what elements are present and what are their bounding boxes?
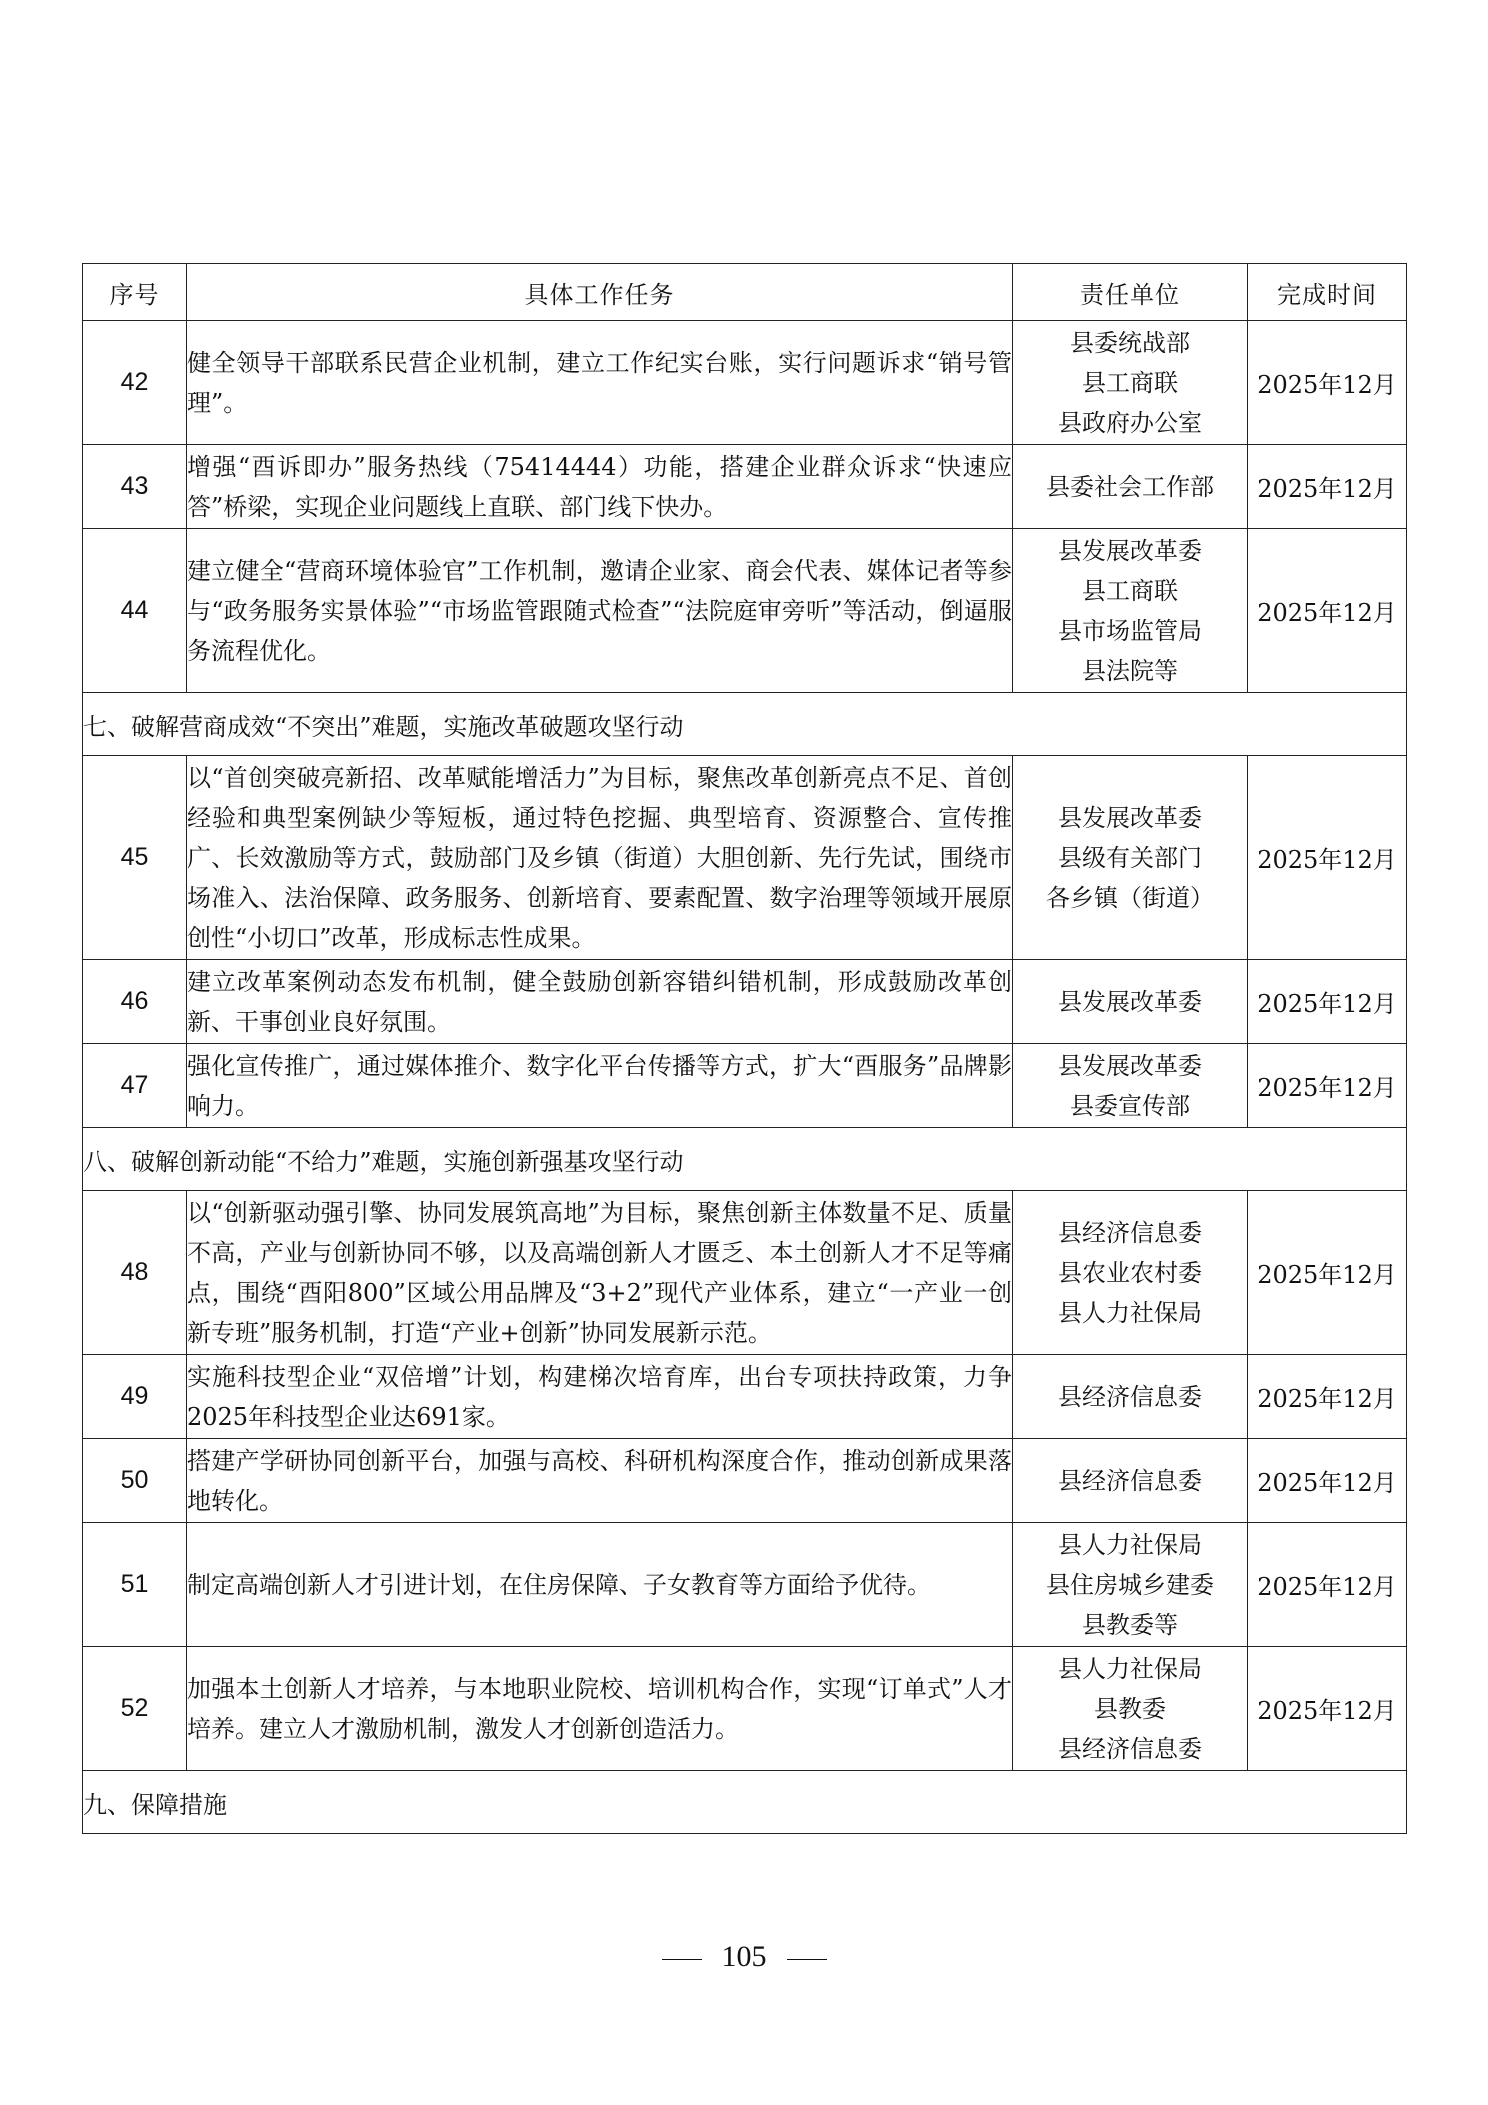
table-row bbox=[83, 1647, 1407, 1771]
responsible-unit: 县教委等 bbox=[1082, 1610, 1178, 1639]
row-seq: 49 bbox=[83, 1355, 187, 1439]
row-task: 建立健全“营商环境体验官”工作机制，邀请企业家、商会代表、媒体记者等参与“政务服务实景体验”“市场监管跟随式检查”“法院庭审旁听”等活动，倒逼服务流程优化。 bbox=[187, 529, 1013, 693]
table-body bbox=[83, 321, 1407, 1834]
row-completion-time: 2025年12月 bbox=[1248, 1647, 1407, 1771]
row-units bbox=[1013, 1647, 1248, 1771]
table-row bbox=[83, 1355, 1407, 1439]
footer-dash-right bbox=[787, 1959, 827, 1960]
section-row bbox=[83, 693, 1407, 756]
row-units bbox=[1013, 960, 1248, 1044]
section-row bbox=[83, 1128, 1407, 1191]
responsible-unit: 县委宣传部 bbox=[1070, 1091, 1190, 1120]
responsible-unit: 县发展改革委 bbox=[1058, 1051, 1202, 1080]
responsible-unit: 县住房城乡建委 bbox=[1046, 1570, 1214, 1599]
responsible-unit: 县级有关部门 bbox=[1058, 843, 1202, 872]
row-task: 加强本土创新人才培养，与本地职业院校、培训机构合作，实现“订单式”人才培养。建立人才激励机制，激发人才创新创造活力。 bbox=[187, 1647, 1013, 1771]
responsible-unit: 县工商联 bbox=[1082, 368, 1178, 397]
row-task: 健全领导干部联系民营企业机制，建立工作纪实台账，实行问题诉求“销号管理”。 bbox=[187, 321, 1013, 445]
responsible-unit: 县经济信息委 bbox=[1058, 1466, 1202, 1495]
row-completion-time: 2025年12月 bbox=[1248, 1191, 1407, 1355]
row-seq: 44 bbox=[83, 529, 187, 693]
header-seq: 序号 bbox=[83, 264, 187, 321]
responsible-unit: 县委统战部 bbox=[1070, 328, 1190, 357]
row-seq: 50 bbox=[83, 1439, 187, 1523]
row-seq: 48 bbox=[83, 1191, 187, 1355]
page-footer bbox=[0, 1940, 1488, 1974]
table-row bbox=[83, 321, 1407, 445]
table-header bbox=[83, 264, 1407, 321]
row-completion-time: 2025年12月 bbox=[1248, 1439, 1407, 1523]
row-completion-time: 2025年12月 bbox=[1248, 1044, 1407, 1128]
responsible-unit: 县委社会工作部 bbox=[1046, 472, 1214, 501]
row-seq: 42 bbox=[83, 321, 187, 445]
table-row bbox=[83, 1439, 1407, 1523]
section-heading: 七、破解营商成效“不突出”难题，实施改革破题攻坚行动 bbox=[83, 693, 1407, 756]
responsible-unit: 县农业农村委 bbox=[1058, 1258, 1202, 1287]
table-row bbox=[83, 1191, 1407, 1355]
row-completion-time: 2025年12月 bbox=[1248, 960, 1407, 1044]
row-seq: 46 bbox=[83, 960, 187, 1044]
row-task: 建立改革案例动态发布机制，健全鼓励创新容错纠错机制，形成鼓励改革创新、干事创业良好氛围。 bbox=[187, 960, 1013, 1044]
header-task: 具体工作任务 bbox=[187, 264, 1013, 321]
row-seq: 52 bbox=[83, 1647, 187, 1771]
responsible-unit: 县人力社保局 bbox=[1058, 1654, 1202, 1683]
responsible-unit: 县经济信息委 bbox=[1058, 1382, 1202, 1411]
row-seq: 51 bbox=[83, 1523, 187, 1647]
row-task: 搭建产学研协同创新平台，加强与高校、科研机构深度合作，推动创新成果落地转化。 bbox=[187, 1439, 1013, 1523]
row-task: 制定高端创新人才引进计划，在住房保障、子女教育等方面给予优待。 bbox=[187, 1523, 1013, 1647]
responsible-unit: 县市场监管局 bbox=[1058, 616, 1202, 645]
table-row bbox=[83, 1044, 1407, 1128]
responsible-unit: 县发展改革委 bbox=[1058, 987, 1202, 1016]
row-task: 增强“酉诉即办”服务热线（75414444）功能，搭建企业群众诉求“快速应答”桥梁，实现企业问题线上直联、部门线下快办。 bbox=[187, 445, 1013, 529]
responsible-unit: 县发展改革委 bbox=[1058, 536, 1202, 565]
responsible-unit: 县人力社保局 bbox=[1058, 1298, 1202, 1327]
responsible-unit: 县经济信息委 bbox=[1058, 1218, 1202, 1247]
row-units bbox=[1013, 1523, 1248, 1647]
table-row bbox=[83, 1523, 1407, 1647]
responsible-unit: 县法院等 bbox=[1082, 656, 1178, 685]
row-completion-time: 2025年12月 bbox=[1248, 1523, 1407, 1647]
table-row bbox=[83, 756, 1407, 960]
responsible-unit: 县政府办公室 bbox=[1058, 408, 1202, 437]
row-units bbox=[1013, 529, 1248, 693]
task-table bbox=[82, 263, 1407, 1834]
row-completion-time: 2025年12月 bbox=[1248, 1355, 1407, 1439]
row-units bbox=[1013, 1191, 1248, 1355]
page-number: 105 bbox=[721, 1940, 767, 1973]
row-task: 以“创新驱动强引擎、协同发展筑高地”为目标，聚焦创新主体数量不足、质量不高，产业与创新协同不够，以及高端创新人才匮乏、本土创新人才不足等痛点，围绕“酉阳800”区域公用品牌及“3+2”现代产业体系，建立“一产业一创新专班”服务机制，打造“产业+创新”协同发展新示范。 bbox=[187, 1191, 1013, 1355]
responsible-unit: 县工商联 bbox=[1082, 576, 1178, 605]
section-row bbox=[83, 1771, 1407, 1834]
row-task: 以“首创突破亮新招、改革赋能增活力”为目标，聚焦改革创新亮点不足、首创经验和典型案例缺少等短板，通过特色挖掘、典型培育、资源整合、宣传推广、长效激励等方式，鼓励部门及乡镇（街道）大胆创新、先行先试，围绕市场准入、法治保障、政务服务、创新培育、要素配置、数字治理等领域开展原创性“小切口”改革，形成标志性成果。 bbox=[187, 756, 1013, 960]
row-completion-time: 2025年12月 bbox=[1248, 756, 1407, 960]
responsible-unit: 各乡镇（街道） bbox=[1046, 883, 1214, 912]
responsible-unit: 县教委 bbox=[1094, 1694, 1166, 1723]
row-task: 强化宣传推广，通过媒体推介、数字化平台传播等方式，扩大“酉服务”品牌影响力。 bbox=[187, 1044, 1013, 1128]
table-row bbox=[83, 529, 1407, 693]
row-units bbox=[1013, 445, 1248, 529]
table-row bbox=[83, 960, 1407, 1044]
header-unit: 责任单位 bbox=[1013, 264, 1248, 321]
header-time: 完成时间 bbox=[1248, 264, 1407, 321]
responsible-unit: 县人力社保局 bbox=[1058, 1530, 1202, 1559]
row-units bbox=[1013, 756, 1248, 960]
row-units bbox=[1013, 321, 1248, 445]
row-seq: 47 bbox=[83, 1044, 187, 1128]
row-seq: 43 bbox=[83, 445, 187, 529]
responsible-unit: 县经济信息委 bbox=[1058, 1734, 1202, 1763]
row-completion-time: 2025年12月 bbox=[1248, 321, 1407, 445]
responsible-unit: 县发展改革委 bbox=[1058, 803, 1202, 832]
row-units bbox=[1013, 1439, 1248, 1523]
row-units bbox=[1013, 1355, 1248, 1439]
row-task: 实施科技型企业“双倍增”计划，构建梯次培育库，出台专项扶持政策，力争2025年科技型企业达691家。 bbox=[187, 1355, 1013, 1439]
section-heading: 九、保障措施 bbox=[83, 1771, 1407, 1834]
footer-dash-left bbox=[662, 1959, 702, 1960]
section-heading: 八、破解创新动能“不给力”难题，实施创新强基攻坚行动 bbox=[83, 1128, 1407, 1191]
row-completion-time: 2025年12月 bbox=[1248, 445, 1407, 529]
table-row bbox=[83, 445, 1407, 529]
row-units bbox=[1013, 1044, 1248, 1128]
row-seq: 45 bbox=[83, 756, 187, 960]
row-completion-time: 2025年12月 bbox=[1248, 529, 1407, 693]
